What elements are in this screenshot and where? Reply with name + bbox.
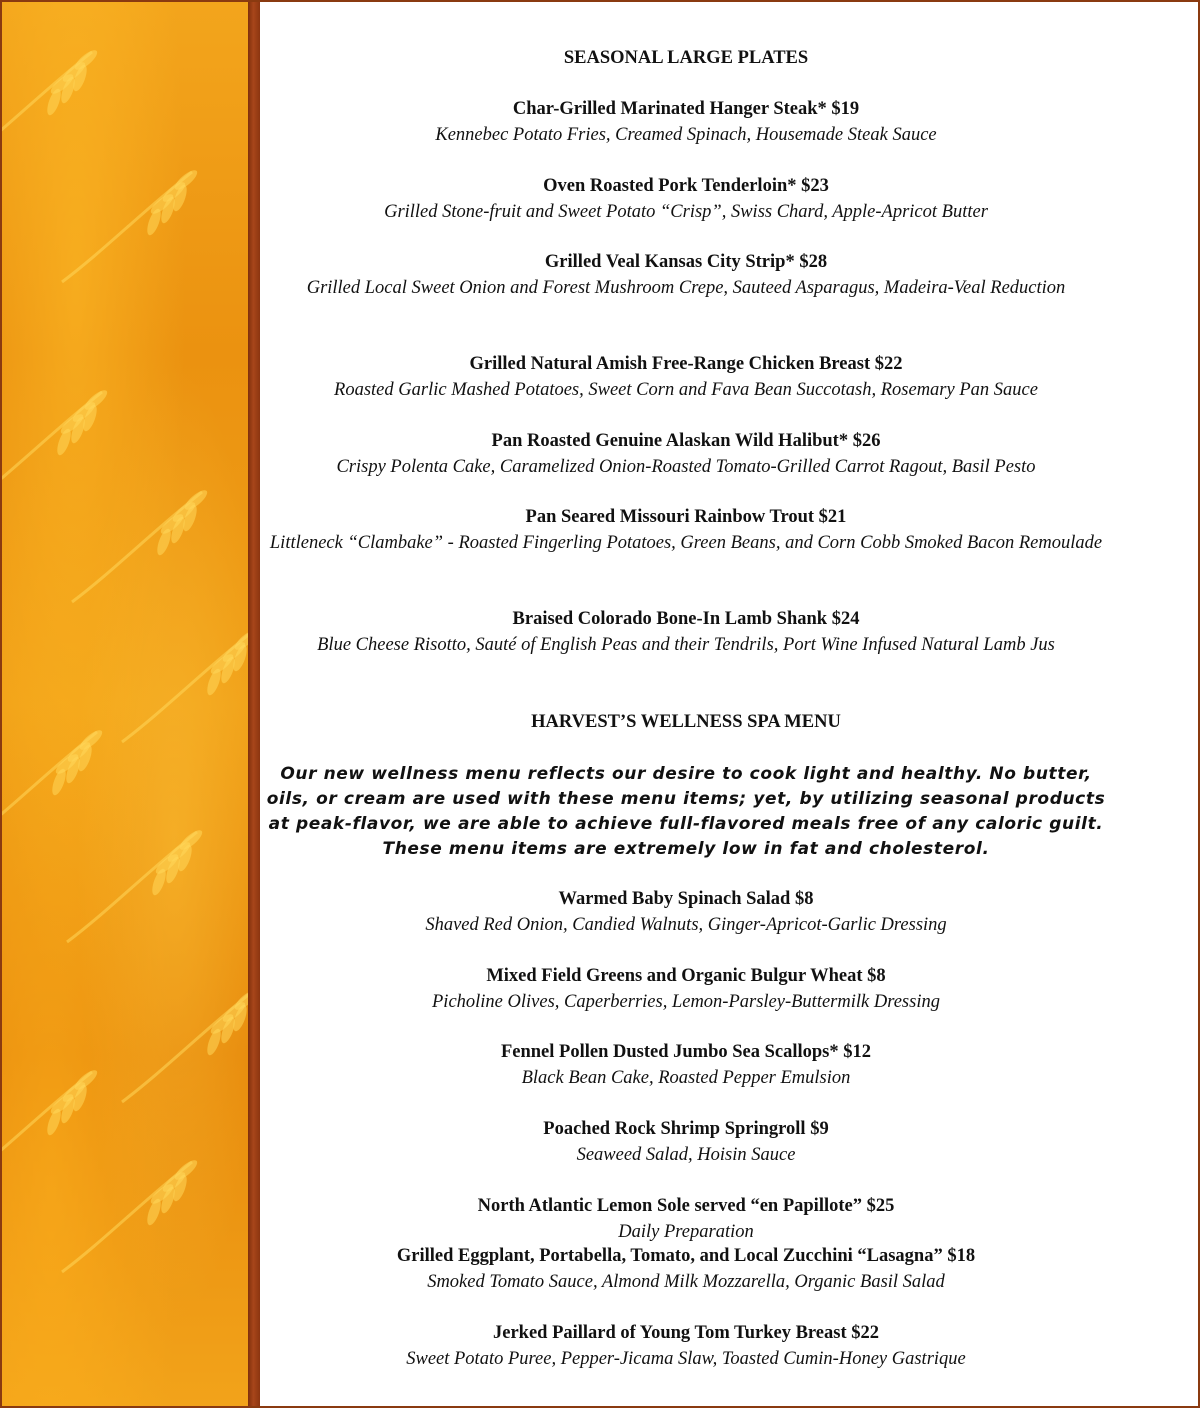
item-description: Smoked Tomato Sauce, Almond Milk Mozzarella, Organic Basil Salad <box>427 1271 945 1292</box>
item-description: Sweet Potato Puree, Pepper-Jicama Slaw, Toasted Cumin-Honey Gastrique <box>406 1348 966 1369</box>
item-name: Jerked Paillard of Young Tom Turkey Breast $22 <box>493 1323 879 1343</box>
menu-item <box>264 1194 1108 1245</box>
divider-bar <box>248 2 260 1406</box>
item-description: Seaweed Salad, Hoisin Sauce <box>576 1144 796 1165</box>
item-name: Pan Roasted Genuine Alaskan Wild Halibut* $26 <box>491 431 881 451</box>
menu-item <box>264 1040 1108 1091</box>
item-name: Mixed Field Greens and Organic Bulgur Wheat $8 <box>486 966 886 986</box>
item-name: Braised Colorado Bone-In Lamb Shank $24 <box>512 609 860 629</box>
item-description: Kennebec Potato Fries, Creamed Spinach, Housemade Steak Sauce <box>435 124 937 145</box>
wellness-intro: Our new wellness menu reflects our desire to cook light and healthy. No butter, oils, or cream are used with these menu items; yet, by utilizing seasonal products at peak-flavor, we are able to achieve full-flavored meals free of any caloric guilt. These menu items are extremely low in fat and cholesterol. <box>266 764 1106 859</box>
menu-item <box>264 964 1108 1015</box>
wheat-stalk-icon <box>62 1157 200 1272</box>
item-name: Pan Seared Missouri Rainbow Trout $21 <box>525 507 847 527</box>
item-description: Daily Preparation <box>618 1221 754 1242</box>
section-title-wellness-spa: HARVEST’S WELLNESS SPA MENU <box>531 712 841 732</box>
item-name: Fennel Pollen Dusted Jumbo Sea Scallops* $12 <box>500 1042 872 1062</box>
menu-item <box>264 1321 1108 1372</box>
item-description: Crispy Polenta Cake, Caramelized Onion-Roasted Tomato-Grilled Carrot Ragout, Basil Pesto <box>336 456 1036 477</box>
item-name: North Atlantic Lemon Sole served “en Papillote” $25 <box>477 1196 895 1216</box>
menu-item <box>264 1117 1108 1168</box>
wheat-stalk-icon <box>72 487 210 602</box>
item-description: Grilled Local Sweet Onion and Forest Mushroom Crepe, Sauteed Asparagus, Madeira-Veal Reduction <box>306 277 1066 298</box>
menu-item <box>264 174 1108 225</box>
item-name: Char-Grilled Marinated Hanger Steak* $19 <box>512 99 860 119</box>
menu-item <box>264 429 1108 480</box>
item-name: Oven Roasted Pork Tenderloin* $23 <box>543 176 829 196</box>
item-description: Picholine Olives, Caperberries, Lemon-Parsley-Buttermilk Dressing <box>432 991 940 1012</box>
menu-item <box>264 887 1108 938</box>
wheat-stalk-icon <box>62 167 200 282</box>
menu-item <box>264 250 1108 301</box>
item-name: Grilled Natural Amish Free-Range Chicken Breast $22 <box>469 354 903 374</box>
item-description: Black Bean Cake, Roasted Pepper Emulsion <box>521 1067 851 1088</box>
menu-item <box>264 1244 1108 1295</box>
item-name: Poached Rock Shrimp Springroll $9 <box>543 1119 829 1139</box>
item-name: Grilled Veal Kansas City Strip* $28 <box>544 252 828 272</box>
section-title-large-plates: SEASONAL LARGE PLATES <box>563 48 809 68</box>
menu-item <box>264 505 1108 556</box>
decorative-side-panel <box>2 2 248 1406</box>
wheat-pattern <box>2 2 248 1406</box>
wheat-stalk-icon <box>67 827 205 942</box>
item-description: Blue Cheese Risotto, Sauté of English Peas and their Tendrils, Port Wine Infused Natural Lamb Jus <box>317 634 1055 655</box>
item-name: Warmed Baby Spinach Salad $8 <box>558 889 814 909</box>
menu-item <box>264 97 1108 148</box>
menu-item <box>264 607 1108 658</box>
item-description: Grilled Stone-fruit and Sweet Potato “Crisp”, Swiss Chard, Apple-Apricot Butter <box>384 201 988 222</box>
item-description: Roasted Garlic Mashed Potatoes, Sweet Corn and Fava Bean Succotash, Rosemary Pan Sauce <box>334 379 1038 400</box>
item-name: Grilled Eggplant, Portabella, Tomato, and Local Zucchini “Lasagna” $18 <box>396 1246 976 1266</box>
menu-item <box>264 352 1108 403</box>
item-description: Shaved Red Onion, Candied Walnuts, Ginger-Apricot-Garlic Dressing <box>425 914 947 935</box>
item-description: Littleneck “Clambake” - Roasted Fingerling Potatoes, Green Beans, and Corn Cobb Smoked Bacon Remoulade <box>269 532 1103 553</box>
